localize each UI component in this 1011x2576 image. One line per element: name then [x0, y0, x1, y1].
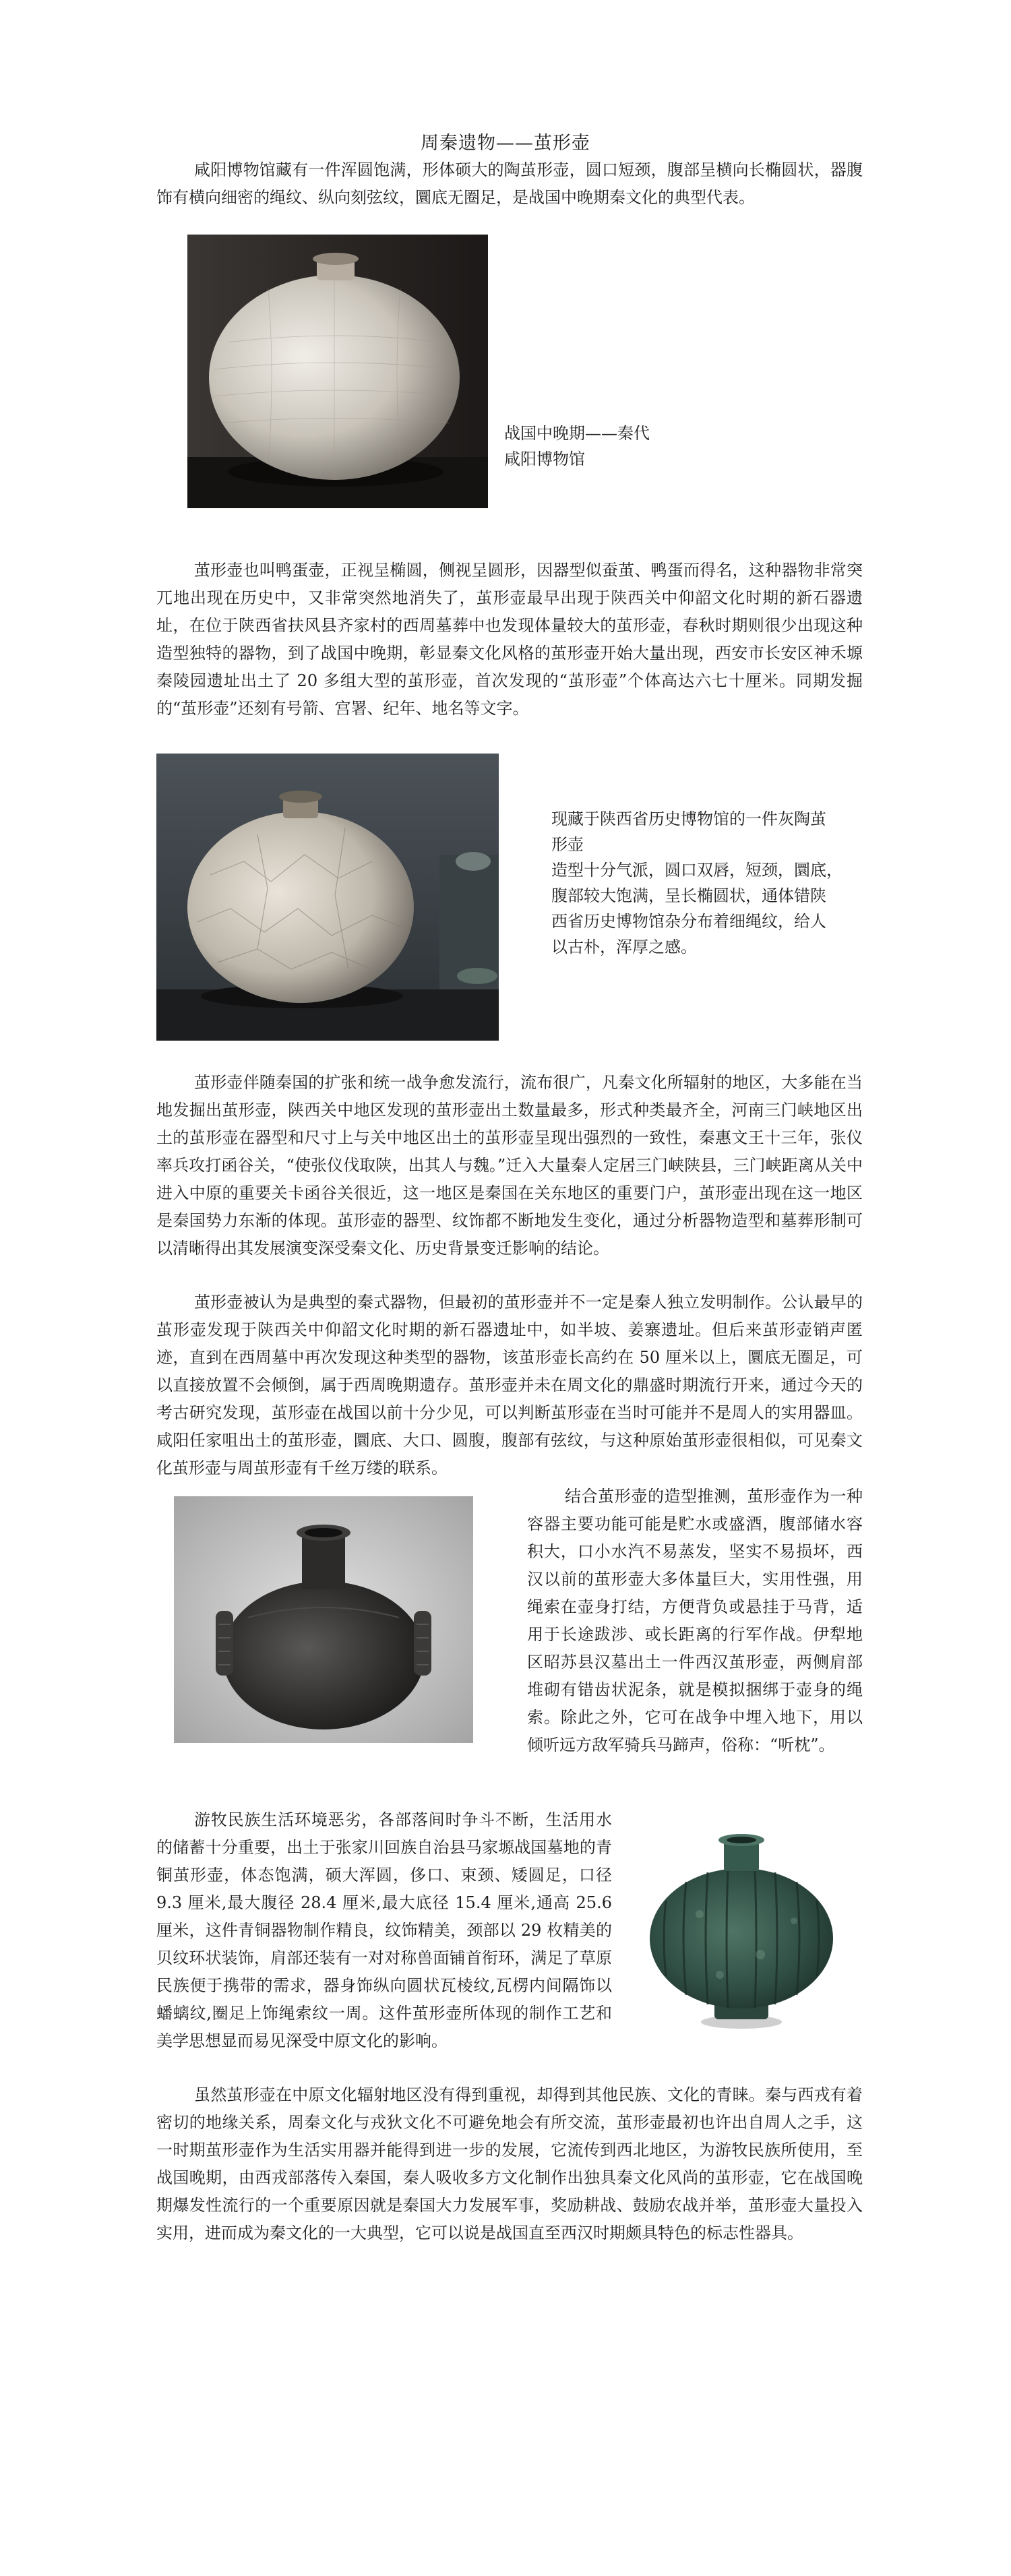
cocoon-jar-image — [187, 235, 488, 508]
photo2-caption-line: 西省历史博物馆杂分布着细绳纹，给人 — [551, 912, 826, 931]
black-jar-image — [174, 1496, 473, 1743]
nomad-paragraph: 游牧民族生活环境恶劣，各部落间时争斗不断，生活用水的储蓄十分重要，出土于张家川回族自治县马家塬战国墓地的青铜茧形壶，体态饱满，硕大浑圆，侈口、束颈、矮圆足，口径 9.3 厘米,最大腹径 28.4 厘米,最大底径 15.4 厘米,通高 25.6 厘米，这件青铜器物制作精良，纹饰精美，颈部以 29 枚精美的贝纹环状装饰，肩部还装有一对对称兽面铺首衔环，满足了草原民族便于携带的需求，器身饰纵向圆状瓦棱纹,瓦楞内间隔饰以蟠螭纹,圈足上饰绳索纹一周。这件茧形壶所体现的制作工艺和美学思想显而易见深受中原文化的影响。 — [156, 1810, 612, 2050]
photo-shaanxi-cocoon-jar — [156, 754, 499, 1041]
photo2-caption-line: 形壶 — [551, 835, 584, 854]
photo2-caption-line: 造型十分气派，圆口双唇，短颈，圜底， — [551, 861, 842, 880]
photo2-caption-line: 现藏于陕西省历史博物馆的一件灰陶茧 — [551, 809, 826, 828]
photo1-caption-line: 咸阳博物馆 — [504, 450, 585, 468]
function-paragraph: 结合茧形壶的造型推测，茧形壶作为一种容器主要功能可能是贮水或盛酒，腹部储水容积大，口小水汽不易蒸发，坚实不易损坏，西汉以前的茧形壶大多体量巨大，实用性强，用绳索在壶身打结，方便背负或悬挂于马背，适用于长途跋涉、或长距离的行军作战。伊犁地区昭苏县汉墓出土一件西汉茧形壶，两侧肩部堆砌有错齿状泥条，就是模拟捆绑于壶身的绳索。除此之外，它可在战争中埋入地下，用以倾听远方敌军骑兵马蹄声，俗称：“听枕”。 — [527, 1487, 863, 1754]
article-title: 周秦遗物——茧形壶 — [421, 133, 590, 154]
photo-xianyang-cocoon-jar — [187, 235, 488, 508]
photo1-caption — [504, 421, 774, 472]
intro-paragraph: 咸阳博物馆藏有一件浑圆饱满，形体硕大的陶茧形壶，圆口短颈，腹部呈横向长椭圆状，器腹饰有横向细密的绳纹、纵向刻弦纹，圜底无圈足，是战国中晚期秦文化的典型代表。 — [156, 160, 863, 207]
grey-cocoon-jar-image — [156, 754, 499, 1041]
origin2-paragraph: 茧形壶被认为是典型的秦式器物，但最初的茧形壶并不一定是秦人独立发明制作。公认最早的茧形壶发现于陕西关中仰韶文化时期的新石器遗址中，如半坡、姜寨遗址。但后来茧形壶销声匿迹，直到在西周墓中再次发现这种类型的器物，该茧形壶长高约在 50 厘米以上，圜底无圈足，可以直接放置不会倾倒，属于西周晚期遗存。茧形壶并未在周文化的鼎盛时期流行开来，通过今天的考古研究发现，茧形壶在战国以前十分少见，可以判断茧形壶在当时可能并不是周人的实用器皿。咸阳任家咀出土的茧形壶，圜底、大口、圆腹，腹部有弦纹，与这种原始茧形壶很相似，可见秦文化茧形壶与周茧形壶有千丝万缕的联系。 — [156, 1293, 863, 1477]
bronze-jar-image — [625, 1820, 857, 2040]
photo-bronze-cocoon-jar — [625, 1820, 857, 2040]
photo-black-pottery-jar — [174, 1496, 473, 1743]
photo2-caption — [551, 806, 868, 960]
photo2-caption-line: 腹部较大饱满，呈长椭圆状，通体错陕 — [551, 886, 826, 905]
origin-paragraph: 茧形壶也叫鸭蛋壶，正视呈椭圆，侧视呈圆形，因器型似蚕茧、鸭蛋而得名，这种器物非常突兀地出现在历史中，又非常突然地消失了，茧形壶最早出现于陕西关中仰韶文化时期的新石器遗址，在位于陕西省扶风县齐家村的西周墓葬中也发现体量较大的茧形壶，春秋时期则很少出现这种造型独特的器物，到了战国中晚期，彰显秦文化风格的茧形壶开始大量出现，西安市长安区神禾塬秦陵园遗址出土了 20 多组大型的茧形壶，首次发现的“茧形壶”个体高达六七十厘米。同期发掘的“茧形壶”还刻有号箭、宫署、纪年、地名等文字。 — [156, 561, 863, 718]
photo2-caption-line: 以古朴，浑厚之感。 — [551, 938, 697, 956]
photo1-caption-line: 战国中晚期——秦代 — [504, 424, 650, 443]
conclusion-paragraph: 虽然茧形壶在中原文化辐射地区没有得到重视，却得到其他民族、文化的青睐。秦与西戎有着密切的地缘关系，周秦文化与戎狄文化不可避免地会有所交流，茧形壶最初也许出自周人之手，这一时期茧形壶作为生活实用器并能得到进一步的发展，它流传到西北地区，为游牧民族所使用，至战国晚期，由西戎部落传入秦国，秦人吸收多方文化制作出独具秦文化风尚的茧形壶，它在战国晚期爆发性流行的一个重要原因就是秦国大力发展军事，奖励耕战、鼓励农战并举，茧形壶大量投入实用，进而成为秦文化的一大典型，它可以说是战国直至西汉时期颇具特色的标志性器具。 — [156, 2085, 863, 2242]
spread-paragraph: 茧形壶伴随秦国的扩张和统一战争愈发流行，流布很广，凡秦文化所辐射的地区，大多能在当地发掘出茧形壶，陕西关中地区发现的茧形壶出土数量最多，形式种类最齐全，河南三门峡地区出土的茧形壶在器型和尺寸上与关中地区出土的茧形壶呈现出强烈的一致性，秦惠文王十三年，张仪率兵攻打函谷关，“使张仪伐取陕，出其人与魏。”迁入大量秦人定居三门峡陕县，三门峡距离从关中进入中原的重要关卡函谷关很近，这一地区是秦国在关东地区的重要门户，茧形壶出现在这一地区是秦国势力东渐的体现。茧形壶的器型、纹饰都不断地发生变化，通过分析器物造型和墓葬形制可以清晰得出其发展演变深受秦文化、历史背景变迁影响的结论。 — [156, 1073, 863, 1258]
